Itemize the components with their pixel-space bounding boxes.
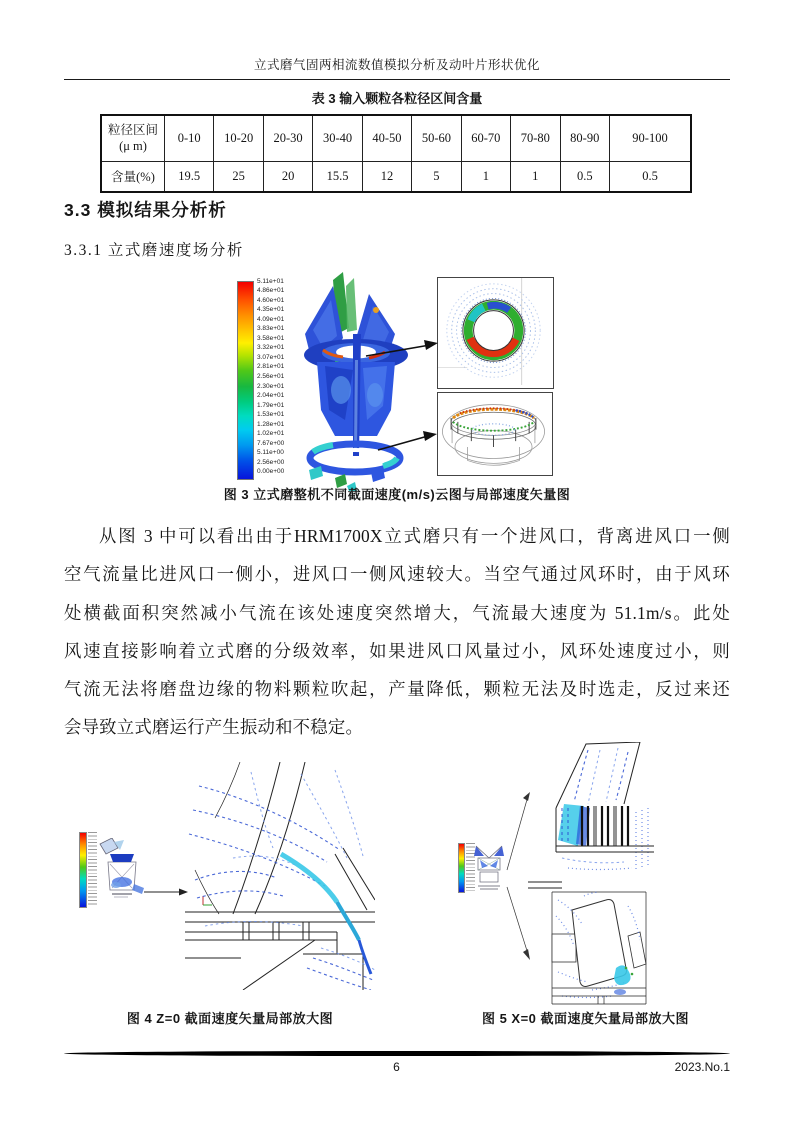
issue-label: 2023.No.1 <box>674 1060 730 1074</box>
table3-cell: 5 <box>412 161 461 192</box>
colorbar-tick-label: 2.30e+01 <box>257 382 285 390</box>
table3-size-row-label: 粒径区间 (μ m) <box>101 115 165 161</box>
table3-col-header: 50-60 <box>412 115 461 161</box>
paragraph-line: 气流无法将磨盘边缘的物料颗粒吹起，产量降低，颗粒无法及时选走，反过来还 <box>64 679 730 700</box>
colorbar-tick-label: 4.86e+01 <box>257 287 285 295</box>
table3-cell: 0.5 <box>560 161 610 192</box>
table3-col-header: 10-20 <box>214 115 263 161</box>
figure3-inset-ring-wireframe <box>437 392 553 476</box>
table3-col-header: 70-80 <box>511 115 560 161</box>
colorbar-tick-label: 2.56e+01 <box>257 372 285 380</box>
table3-col-header: 80-90 <box>560 115 610 161</box>
header-divider <box>64 79 730 80</box>
figure3-colorbar <box>237 281 254 480</box>
colorbar-tick-label: 3.32e+01 <box>257 344 285 352</box>
footer-divider <box>64 1051 730 1056</box>
table3-title: 表 3 输入颗粒各粒径区间含量 <box>311 91 483 106</box>
figure5-mill-overview <box>472 842 506 894</box>
table3-cell: 15.5 <box>313 161 362 192</box>
figures-4-5 <box>0 740 793 1008</box>
figure3-caption: 图 3 立式磨整机不同截面速度(m/s)云图与局部速度矢量图 <box>223 487 571 502</box>
colorbar-tick-label: 4.35e+01 <box>257 306 285 314</box>
colorbar-tick-label: 1.79e+01 <box>257 401 285 409</box>
figure3-callout-arrows <box>352 332 442 457</box>
figure4-mill-overview <box>98 838 146 904</box>
colorbar-tick-label: 3.83e+01 <box>257 325 285 333</box>
paragraph-line: 处横截面积突然减小气流在该处速度突然增大，气流最大速度为 51.1m/s。此处 <box>64 602 730 623</box>
figure4-vector-plot <box>185 762 375 990</box>
ring-vector-plot <box>438 278 550 385</box>
table3-col-header: 0-10 <box>165 115 214 161</box>
colorbar-tick-label: 4.60e+01 <box>257 296 285 304</box>
figure5-caption: 图 5 X=0 截面速度矢量局部放大图 <box>481 1011 690 1026</box>
table3-cell: 1 <box>511 161 560 192</box>
colorbar-tick-label: 4.09e+01 <box>257 315 285 323</box>
table3-col-header: 30-40 <box>313 115 362 161</box>
colorbar-tick-label: 2.04e+01 <box>257 392 285 400</box>
figure3-colorbar-labels <box>257 277 284 477</box>
colorbar-tick-label: 3.58e+01 <box>257 334 285 342</box>
colorbar-tick-label: 1.28e+01 <box>257 420 285 428</box>
callout-arrow-bottom <box>378 436 428 450</box>
table3-cell: 19.5 <box>165 161 214 192</box>
figure5-vector-plot-top <box>528 742 654 874</box>
table3-cell: 1 <box>461 161 510 192</box>
colorbar-tick-label: 5.11e+01 <box>257 277 284 285</box>
colorbar-tick-label: 5.11e+00 <box>257 449 284 457</box>
paragraph-line: 从图 3 中可以看出由于HRM1700X立式磨只有一个进风口，背离进风口一侧 <box>99 526 730 546</box>
figure4-caption: 图 4 Z=0 截面速度矢量局部放大图 <box>126 1011 334 1026</box>
figure3-inset-ring-vector-plot <box>437 277 554 389</box>
table3-col-header: 20-30 <box>263 115 312 161</box>
figure4-callout-arrow <box>144 886 188 898</box>
table3-cell: 20 <box>263 161 312 192</box>
subsection-heading-3-3-1: 3.3.1 立式磨速度场分析 <box>64 242 244 259</box>
colorbar-tick-label: 1.53e+01 <box>257 411 285 419</box>
table3-cell: 25 <box>214 161 263 192</box>
figure4-colorbar-ticks <box>88 832 97 906</box>
table3-cell: 0.5 <box>610 161 692 192</box>
figure3 <box>0 270 793 496</box>
table3-col-header: 40-50 <box>362 115 411 161</box>
table3-cell: 12 <box>362 161 411 192</box>
figure5-vector-plot-bottom <box>528 876 654 1008</box>
colorbar-tick-label: 0.00e+00 <box>257 468 285 476</box>
table3-content-row-label: 含量(%) <box>101 161 165 192</box>
body-paragraph <box>64 517 730 747</box>
figure5-colorbar <box>458 843 465 893</box>
section-heading-3-3: 3.3 模拟结果分析析 <box>64 200 227 220</box>
table3-value-row <box>101 161 691 192</box>
callout-arrow-top <box>366 345 430 356</box>
colorbar-tick-label: 7.67e+00 <box>257 439 285 447</box>
figure4-colorbar <box>79 832 87 908</box>
colorbar-tick-label: 2.56e+00 <box>257 458 285 466</box>
paragraph-line: 会导致立式磨运行产生振动和不稳定。 <box>64 717 364 738</box>
table3-col-header: 90-100 <box>610 115 692 161</box>
table3 <box>100 114 692 193</box>
colorbar-tick-label: 1.02e+01 <box>257 430 285 438</box>
paragraph-line: 空气流量比进风口一侧小，进风口一侧风速较大。当空气通过风环时，由于风环 <box>64 564 730 585</box>
colorbar-tick-label: 3.07e+01 <box>257 353 285 361</box>
paragraph-line: 风速直接影响着立式磨的分级效率，如果进风口风量过小，风环处速度过小，则 <box>64 640 730 661</box>
running-head: 立式磨气固两相流数值模拟分析及动叶片形状优化 <box>253 58 540 72</box>
ring-wireframe-plot <box>438 393 549 472</box>
page-number: 6 <box>393 1060 400 1074</box>
table3-header-row <box>101 115 691 161</box>
colorbar-tick-label: 2.81e+01 <box>257 363 285 371</box>
table3-col-header: 60-70 <box>461 115 510 161</box>
